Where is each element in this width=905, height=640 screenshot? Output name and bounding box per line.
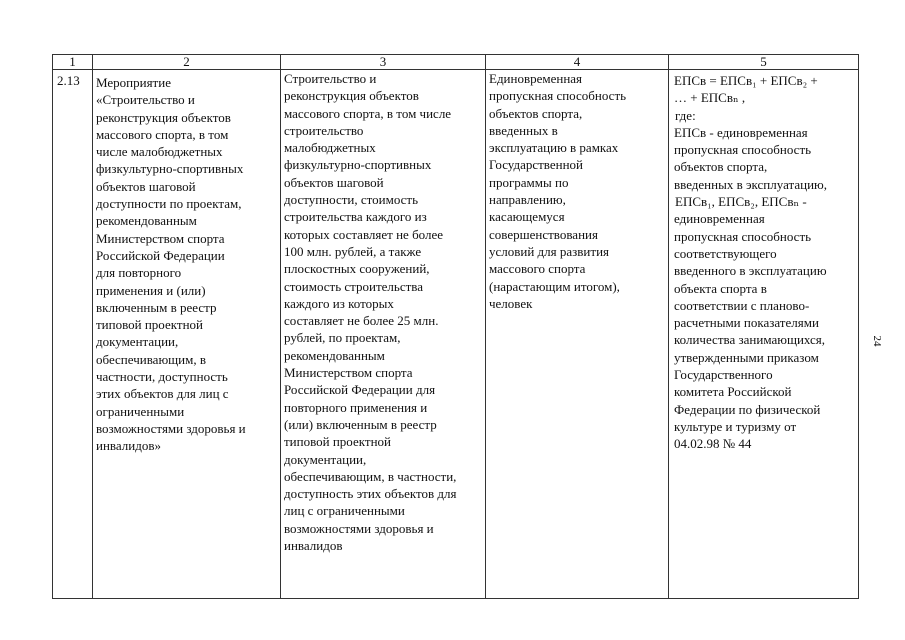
formula-symbol-definition xyxy=(674,124,855,193)
formula-symbol-definition-text: - единовременная пропускная способность объектов спорта, введенных в эксплуатацию, xyxy=(674,124,828,192)
table-row xyxy=(53,70,859,599)
construction-text: Строительство и реконструкция объектов массового спорта, в том числе строительство малобюджетных физкультурно-спортивных объектов шаговой доступности, стоимость строительства каждого из которых составляет не более 100 млн. рублей, а также плоскостных сооружений, стоимость строительства каждого из которых составляет не более 25 млн. рублей, по проектам, рекомендованным Министерством спорта Российской Федерации для повторного применения и (или) включенным в реестр типовой проектной документации, обеспечивающим, в частности, доступность этих объектов для лиц с ограниченными возможностями здоровья и инвалидов xyxy=(284,71,457,554)
formula-components-definition: единовременная пропускная способность соответствующего введенного в эксплуатацию объекта спорта в соответствии с планово- расчетными показателями количества занимающихся, утвержденными приказом Государственного комитета Российской Федерации по физической культуре и туризму от 04.02.98 № 44 xyxy=(674,211,827,452)
formula-symbol: ЕПСв xyxy=(674,124,707,140)
document-table xyxy=(52,54,859,599)
event-cell xyxy=(93,70,281,599)
row-number xyxy=(53,70,93,599)
indicator-cell xyxy=(486,70,669,599)
formula-cell xyxy=(669,70,859,599)
formula-line-2: … + ЕПСвₙ , xyxy=(674,90,746,106)
column-header-4: 4 xyxy=(486,55,669,70)
construction-cell xyxy=(281,70,486,599)
column-header-5: 5 xyxy=(669,55,859,70)
column-header-1: 1 xyxy=(53,55,93,70)
column-header-2: 2 xyxy=(93,55,281,70)
indicator-text: Единовременная пропускная способность объектов спорта, введенных в эксплуатацию в рамках Государственной программы по направлению, касающемуся совершенствования условий для развития массового спорта (нарастающим итогом), человек xyxy=(489,71,627,311)
formula-where: где: xyxy=(675,107,696,123)
column-header-3: 3 xyxy=(281,55,486,70)
row-number-text: 2.13 xyxy=(57,73,80,88)
table-header-row xyxy=(53,55,859,70)
page-number: 24 xyxy=(871,335,883,347)
formula-line-1: ЕПСв = ЕПСв₁ + ЕПСв₂ + xyxy=(674,73,818,88)
formula-components: ЕПСв₁, ЕПСв₂, ЕПСвₙ - xyxy=(675,194,807,210)
event-text: Мероприятие «Строительство и реконструкция объектов массового спорта, в том числе малобюджетных физкультурно-спортивных объектов шаговой доступности по проектам, рекомендованным Министерством спорта Российской Федерации для повторного применения и (или) включенным в реестр типовой проектной документации, обеспечивающим, в частности, доступность этих объектов для лиц с ограниченными возможностями здоровья и инвалидов» xyxy=(96,75,246,454)
